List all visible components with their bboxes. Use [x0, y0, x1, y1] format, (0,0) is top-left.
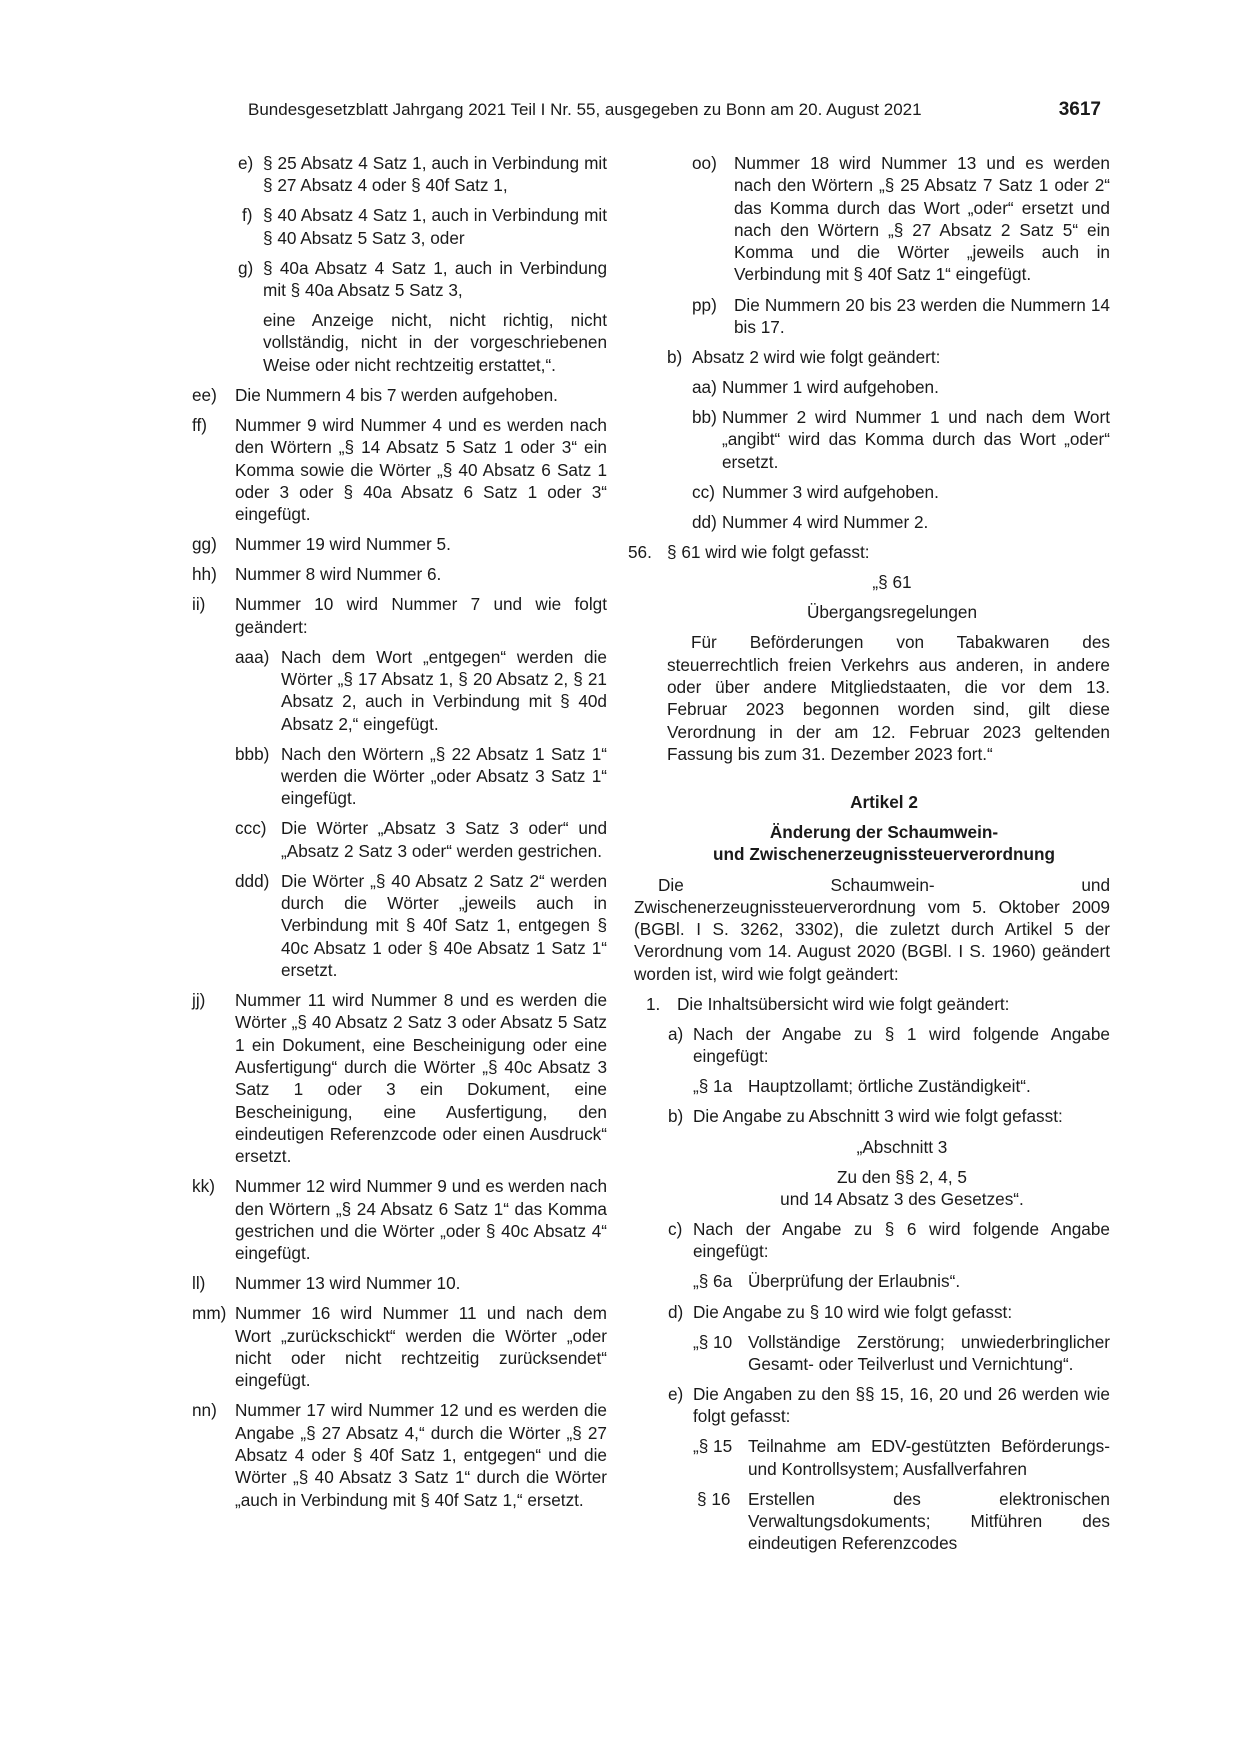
item-label: dd): [692, 511, 717, 532]
item-text: Die Wörter „§ 40 Absatz 2 Satz 2“ werden durch die Wörter „jeweils auch in Verbindung mit § 40f Satz 1, entgegen § 40c Absatz 1 oder § 40e Absatz 1 Satz 1“ ersetzt.: [281, 870, 607, 981]
abschnitt-heading: „Abschnitt 3: [856, 1136, 948, 1157]
section-title: Übergangsregelungen: [806, 602, 978, 623]
item-label: aaa): [235, 646, 270, 667]
abschnitt-sub-line1: Zu den §§ 2, 4, 5: [837, 1166, 967, 1187]
entry-number: „§ 6a: [693, 1271, 733, 1292]
left-column: [192, 152, 607, 1519]
item-label: kk): [192, 1176, 215, 1197]
item-text: Nummer 16 wird Nummer 11 und nach dem Wort „zurückschickt“ werden die Wörter „oder nicht oder nicht rechtzeitig zurücksendet“ eingefügt.: [235, 1303, 607, 1391]
section-text: Für Beförderungen von Tabakwaren des steuerrechtlich freien Verkehrs aus anderen, in andere oder über andere Mitgliedstaaten, die vor dem 13. Februar 2023 begonnen worden sind, gilt diese Verordnung in der am 12. Februar 2023 geltenden Fassung bis zum 31. Dezember 2023 fort.“: [667, 632, 1110, 764]
item-label: b): [668, 1106, 684, 1127]
item-label: hh): [192, 564, 217, 585]
item-text: Nummer 18 wird Nummer 13 und es werden nach den Wörtern „§ 25 Absatz 7 Satz 1 oder 2“ das Komma durch das Wort „oder“ ersetzt und nach den Wörtern „§ 27 Absatz 2 Satz 5“ ein Komma und die Wörter „jeweils auch in Verbindung mit § 40f Satz 1“ eingefügt.: [734, 153, 1110, 285]
item-label: e): [668, 1383, 684, 1404]
article-title-line2: und Zwischenerzeugnissteuerverordnung: [713, 844, 1055, 865]
page-header: [0, 100, 1241, 124]
list-item: [192, 989, 607, 1167]
item-label: ddd): [235, 870, 270, 891]
item-label: jj): [192, 990, 206, 1011]
item-label: aa): [692, 377, 717, 398]
item-text: Nummer 1 wird aufgehoben.: [722, 377, 939, 398]
item-text: Nummer 9 wird Nummer 4 und es werden nach den Wörtern „§ 14 Absatz 5 Satz 1 oder 3“ ein Komma sowie die Wörter „§ 40 Absatz 6 Satz 1 oder 3 oder § 40a Absatz 6 Satz 1 oder 3“ eingefügt.: [235, 414, 607, 525]
item-label: e): [238, 153, 254, 173]
item-label: 1.: [646, 993, 661, 1014]
entry-line: [634, 1075, 1110, 1097]
item-label: ccc): [235, 818, 267, 839]
item-label: a): [668, 1023, 684, 1044]
continuation-text: eine Anzeige nicht, nicht richtig, nicht vollständig, nicht in der vorgeschriebenen Weise oder nicht rechtzeitig erstattet,“.: [263, 310, 607, 375]
sub-list-item: [634, 376, 1110, 398]
entry-number: „§ 10: [693, 1331, 733, 1352]
sub-list-item: [192, 870, 607, 981]
item-text: Die Wörter „Absatz 3 Satz 3 oder“ und „Absatz 2 Satz 3 oder“ werden gestrichen.: [281, 818, 607, 861]
sub-list-item: [192, 646, 607, 735]
list-item: [634, 1383, 1110, 1428]
item-text: § 40a Absatz 4 Satz 1, auch in Verbindung mit § 40a Absatz 5 Satz 3,: [263, 257, 607, 301]
list-item: [192, 1272, 607, 1294]
item-text: Nach der Angabe zu § 6 wird folgende Angabe eingefügt:: [693, 1219, 1110, 1262]
item-text: Die Nummern 4 bis 7 werden aufgehoben.: [235, 384, 558, 405]
sub-list-item: [634, 481, 1110, 503]
list-item: [634, 1105, 1110, 1127]
entry-text: Überprüfung der Erlaubnis“.: [748, 1271, 961, 1292]
item-text: Die Angabe zu § 10 wird wie folgt gefasst:: [693, 1301, 1013, 1322]
list-item: [192, 533, 607, 555]
item-text: Nummer 11 wird Nummer 8 und es werden die Wörter „§ 40 Absatz 2 Satz 3 oder Absatz 5 Satz 1 ein Dokument, eine Bescheinigung oder eine Ausfertigung“ durch die Wörter „§ 40c Absatz 3 Satz 1 oder 3 ein Dokument, eine Bescheinigung, eine Ausfertigung, den eindeutigen Referenzcode oder einen Ausdruck“ ersetzt.: [235, 990, 607, 1167]
item-text: Nummer 3 wird aufgehoben.: [722, 481, 939, 502]
list-item: [634, 993, 1110, 1015]
sub-list-item: [634, 511, 1110, 533]
list-item: [192, 204, 607, 249]
section-heading: „§ 61: [872, 572, 912, 593]
header-title: Bundesgesetzblatt Jahrgang 2021 Teil I Nr. 55, ausgegeben zu Bonn am 20. August 2021: [248, 100, 922, 119]
list-item: [192, 414, 607, 525]
item-text: Die Angaben zu den §§ 15, 16, 20 und 26 werden wie folgt gefasst:: [693, 1383, 1110, 1427]
item-label: oo): [692, 153, 717, 173]
item-label: gg): [192, 534, 217, 555]
item-label: pp): [692, 294, 717, 315]
item-text: Nummer 10 wird Nummer 7 und wie folgt geändert:: [235, 594, 607, 637]
item-label: mm): [192, 1303, 227, 1324]
list-item: [192, 1302, 607, 1391]
sub-list-item: [634, 406, 1110, 473]
right-column: [628, 152, 1110, 1562]
list-item: [192, 1399, 607, 1510]
abschnitt-sub-line2: und 14 Absatz 3 des Gesetzes“.: [780, 1188, 1024, 1209]
item-text: § 25 Absatz 4 Satz 1, auch in Verbindung mit § 27 Absatz 4 oder § 40f Satz 1,: [263, 153, 607, 196]
item-text: Absatz 2 wird wie folgt geändert:: [692, 346, 941, 367]
entry-number: „§ 1a: [693, 1076, 733, 1097]
entry-line: [634, 1435, 1110, 1480]
article-label: Artikel 2: [850, 792, 918, 813]
sub-list-item: [192, 817, 607, 862]
item-text: Nummer 12 wird Nummer 9 und es werden nach den Wörtern „§ 24 Absatz 6 Satz 1“ das Komma gestrichen und die Wörter „oder § 40c Absatz 4“ eingefügt.: [235, 1176, 607, 1264]
list-item: [192, 384, 607, 406]
list-item: [634, 346, 1110, 368]
item-text: Nummer 19 wird Nummer 5.: [235, 534, 451, 555]
article-intro: Die Schaumwein- und Zwischenerzeugnissteuerverordnung vom 5. Oktober 2009 (BGBl. I S. 3262, 3302), die zuletzt durch Artikel 5 der Verordnung vom 14. August 2020 (BGBl. I S. 1960) geändert worden ist, wird wie folgt geändert:: [634, 874, 1110, 984]
sub-list-item: [192, 743, 607, 810]
item-text: Nach dem Wort „entgegen“ werden die Wörter „§ 17 Absatz 1, § 20 Absatz 2, § 21 Absatz 2, auch in Verbindung mit § 40d Absatz 2,“ eingefügt.: [281, 646, 607, 734]
list-item: [192, 152, 607, 197]
item-text: Nummer 8 wird Nummer 6.: [235, 564, 442, 585]
list-item: [192, 257, 607, 302]
item-text: § 40 Absatz 4 Satz 1, auch in Verbindung mit § 40 Absatz 5 Satz 3, oder: [263, 205, 607, 248]
item-label: f): [242, 205, 253, 226]
list-item: [634, 1023, 1110, 1068]
entry-text: Vollständige Zerstörung; unwiederbringlicher Gesamt- oder Teilverlust und Vernichtung“.: [748, 1331, 1110, 1374]
item-label: 56.: [628, 542, 652, 563]
page-number: 3617: [1058, 99, 1101, 120]
item-label: bb): [692, 407, 717, 428]
item-text: Nach den Wörtern „§ 22 Absatz 1 Satz 1“ werden die Wörter „oder Absatz 3 Satz 1“ eingefügt.: [281, 743, 607, 809]
list-item: [634, 1218, 1110, 1263]
item-label: ff): [192, 414, 207, 435]
entry-line: [634, 1331, 1110, 1376]
item-label: c): [668, 1219, 683, 1240]
list-item: [192, 563, 607, 585]
item-text: Nummer 4 wird Nummer 2.: [722, 511, 929, 532]
item-text: Die Angabe zu Abschnitt 3 wird wie folgt gefasst:: [693, 1106, 1063, 1127]
item-label: ee): [192, 384, 217, 405]
list-item: [192, 593, 607, 638]
list-item: [192, 1175, 607, 1264]
item-text: § 61 wird wie folgt gefasst:: [667, 542, 870, 563]
item-text: Nummer 17 wird Nummer 12 und es werden die Angabe „§ 27 Absatz 4,“ durch die Wörter „§ 27 Absatz 4 oder § 40f Satz 1, entgegen“ und die Wörter „§ 40 Absatz 3 Satz 1“ durch die Wörter „auch in Verbindung mit § 40f Satz 1,“ ersetzt.: [235, 1400, 607, 1510]
item-label: ll): [192, 1273, 206, 1294]
item-text: Nach der Angabe zu § 1 wird folgende Angabe eingefügt:: [693, 1023, 1110, 1067]
list-item: [628, 541, 1110, 563]
item-label: bbb): [235, 743, 270, 764]
entry-text: Erstellen des elektronischen Verwaltungsdokuments; Mitführen des eindeutigen Referenzcodes: [748, 1488, 1110, 1554]
item-text: Die Nummern 20 bis 23 werden die Nummern 14 bis 17.: [734, 294, 1110, 337]
item-label: d): [668, 1301, 684, 1322]
item-label: nn): [192, 1400, 217, 1421]
list-item: [692, 152, 1110, 286]
article-title-line1: Änderung der Schaumwein-: [769, 822, 999, 843]
entry-line: [634, 1488, 1110, 1555]
item-text: Nummer 13 wird Nummer 10.: [235, 1273, 461, 1294]
entry-line: [634, 1270, 1110, 1292]
item-label: ii): [192, 594, 206, 615]
item-text: Nummer 2 wird Nummer 1 und nach dem Wort „angibt“ wird das Komma durch das Wort „oder“ ersetzt.: [722, 407, 1110, 472]
entry-number: „§ 15: [693, 1436, 733, 1457]
item-label: b): [667, 346, 683, 367]
item-text: Die Inhaltsübersicht wird wie folgt geändert:: [677, 993, 1010, 1014]
list-item: [692, 294, 1110, 339]
entry-text: Teilnahme am EDV-gestützten Beförderungs- und Kontrollsystem; Ausfallverfahren: [748, 1436, 1110, 1479]
item-label: g): [238, 257, 254, 278]
item-label: cc): [692, 481, 715, 502]
entry-number: § 16: [697, 1488, 731, 1509]
list-item: [634, 1301, 1110, 1323]
entry-text: Hauptzollamt; örtliche Zuständigkeit“.: [748, 1076, 1031, 1097]
